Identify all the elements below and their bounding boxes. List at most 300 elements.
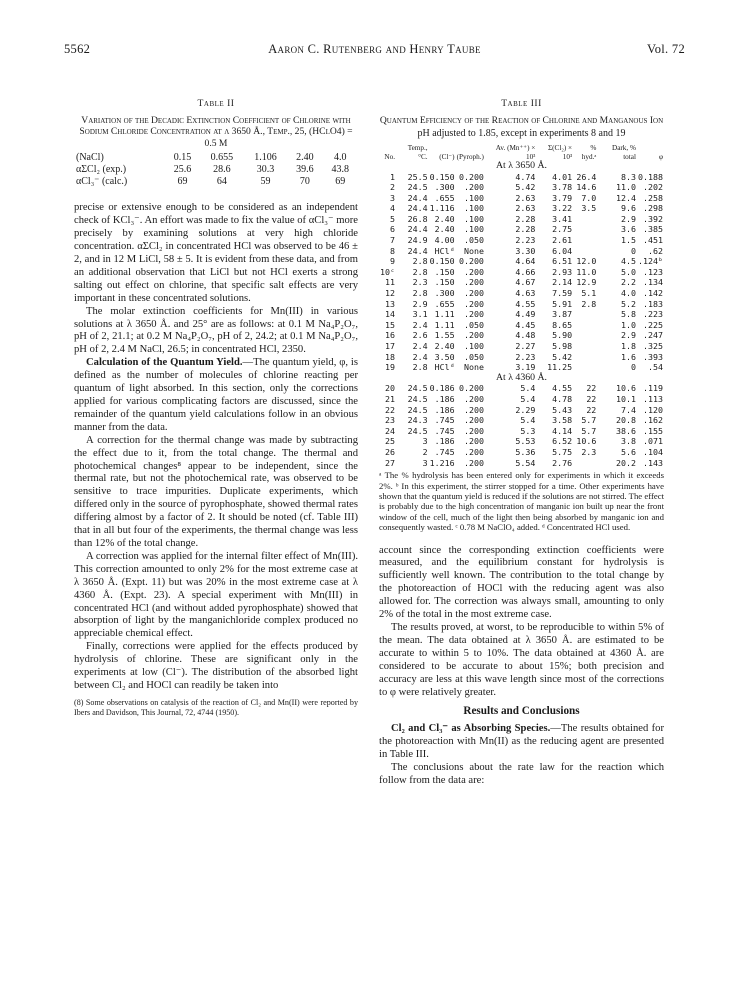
table-row [379, 193, 664, 204]
table-cell: 3.6 [620, 224, 636, 235]
table-cell: .200 [463, 182, 484, 193]
table-row [379, 203, 664, 214]
table-cell: 14 [385, 309, 395, 320]
column-header: No. [384, 152, 395, 161]
table-section-label: At λ 3650 Å. [495, 159, 547, 171]
table-cell: 2.4 [412, 319, 428, 330]
table-cell: 11.0 [615, 182, 636, 193]
table-cell: 6 [390, 224, 395, 235]
table-cell: .150 [434, 277, 455, 288]
table-cell: 5.91 [552, 298, 573, 309]
table-cell: .100 [463, 192, 484, 203]
table-cell: 0.200 [458, 383, 484, 394]
table-cell: 0 [630, 362, 636, 373]
table-cell: 2.4 [412, 341, 428, 351]
table-cell: .745 [434, 415, 455, 426]
table-cell: 26.4 [576, 171, 597, 182]
table-cell: 1.5 [620, 235, 636, 246]
table-cell: 5 [390, 213, 395, 224]
table-cell: 10ᶜ [380, 266, 395, 277]
table-cell: 2.9 [412, 298, 428, 309]
table-cell: .54 [648, 362, 663, 373]
table-cell: 5.3 [520, 425, 536, 436]
table-cell: 3.78 [552, 182, 573, 193]
table-section-row [379, 373, 664, 384]
table-cell: 2.3 [412, 277, 428, 288]
table-row [379, 394, 664, 405]
table-cell: 22 [586, 383, 597, 394]
table-cell: 2.8 [412, 266, 428, 277]
table-cell: .200 [463, 309, 484, 320]
table-row [379, 224, 664, 235]
table-cell: .745 [434, 425, 455, 436]
table-cell: 43.8 [331, 164, 350, 176]
table-cell: .162 [643, 415, 663, 426]
table-row [379, 288, 664, 299]
table-cell: 4.45 [515, 319, 536, 330]
table-cell: .142 [643, 288, 663, 299]
right-column [379, 98, 664, 788]
table-cell: 2.8 [412, 362, 428, 373]
table-cell: 4.74 [515, 171, 536, 182]
table-cell: 2.23 [515, 235, 536, 246]
table-cell: 4.55 [552, 383, 573, 394]
column-header: % hyd.ᵃ [581, 144, 597, 161]
table-cell: .104 [643, 446, 663, 457]
table-cell: 69 [335, 176, 346, 188]
table-cell: 2.4 [412, 351, 428, 362]
table-cell: 2.23 [515, 351, 536, 362]
table-cell: 2.14 [552, 277, 573, 288]
table-cell: 2.8 [412, 256, 428, 267]
table-cell: 2.2 [620, 277, 636, 288]
paragraph: The conclusions about the rate law for the reaction which follow from the data are: [379, 762, 664, 786]
table-cell: .202 [643, 182, 663, 193]
table-cell: .113 [643, 393, 663, 404]
table-cell [573, 341, 597, 352]
table-cell: 24.5 [407, 404, 428, 415]
table-cell: .143 [643, 457, 663, 468]
table-cell: 1.8 [620, 341, 636, 351]
table-cell: 4.0 [620, 288, 636, 299]
table-row [379, 330, 664, 341]
table3-title: Table III [501, 98, 542, 109]
table-cell: 24.5 [407, 393, 428, 404]
table3-caption: Quantum Efficiency of the Reaction of Chlorine and Manganous Ion [379, 114, 664, 126]
table-cell: .200 [463, 425, 484, 436]
paragraph: account since the corresponding extinction coefficients were measured, and the equilibrium constant for hydrolysis is sufficiently well known. The contribution to the total change by the photoreaction of HOCl with the reducing agent was also allowed for. The correction was always small, amounting to only 2% of the total in the most extreme case. [379, 544, 664, 621]
table-cell: .300 [434, 288, 455, 299]
table-cell: 5.90 [552, 330, 573, 341]
table-cell: 5.43 [552, 404, 573, 415]
table-cell: 12.0 [576, 256, 597, 267]
paragraph: Finally, corrections were applied for the effects produced by hydrolysis of chlorine. These are significant only in the experiments at low (Cl⁻). The distribution of the absorbed light between Cl₂ and HOCl can readily be taken into [74, 641, 358, 691]
table-section-label: At λ 4360 Å. [495, 371, 547, 383]
table-cell: .134 [643, 277, 663, 288]
table-cell: 5.4 [520, 415, 536, 426]
table-cell: 7.0 [581, 192, 597, 203]
table-cell: 24.5 [407, 182, 428, 193]
table-cell: 2.28 [515, 224, 536, 235]
table-cell: .119 [643, 383, 663, 394]
column-header: Dark, % total [612, 144, 636, 161]
table-cell: .186 [434, 404, 455, 415]
table-row [379, 436, 664, 447]
table-cell: .451 [643, 235, 663, 246]
table-cell: 5.36 [515, 446, 536, 457]
table-cell: 15 [385, 319, 395, 330]
table-cell: .155 [643, 425, 663, 436]
table-cell: .124ᵇ [638, 256, 663, 267]
table-cell: .200 [463, 457, 484, 468]
table-cell: 7.59 [552, 288, 573, 299]
table-cell: 1.106 [254, 152, 277, 164]
table-cell: .298 [643, 203, 663, 214]
table-cell: .200 [463, 393, 484, 404]
table-cell: 30.3 [256, 164, 275, 176]
paragraph: The molar extinction coefficients for Mn(III) in various solutions at λ 3650 Å. and 25° are as follows: at 0.1 M Na₄P₂O₇, pH of 2, 21.1; at 0.2 M Na₄P₂O₇, pH of 2, 24.2; at 0.1 M Na₄P₂O₇, pH of 2, 2.4 M NaCl, 26.5; in concentrated HCl, 2350. [74, 305, 358, 356]
table-cell: 10.6 [576, 436, 597, 447]
table-cell: 3.87 [552, 309, 573, 320]
table-cell: 1.11 [434, 309, 455, 320]
table-cell: 3.19 [515, 362, 536, 373]
table-cell: .200 [463, 404, 484, 415]
column-header: Temp., °C. [407, 144, 428, 161]
table-cell [573, 458, 597, 469]
table-cell: 8.3 [620, 171, 636, 182]
table-cell: 2.61 [552, 235, 573, 246]
table-cell: 4.64 [515, 256, 536, 267]
table-cell: .120 [643, 404, 663, 415]
table-cell: 3.58 [552, 415, 573, 426]
table-cell: 4.01 [552, 171, 573, 182]
table-cell [573, 309, 597, 320]
table-cell: 3.79 [552, 192, 573, 203]
table-cell: 69 [177, 176, 188, 188]
table-cell [573, 320, 597, 331]
table-cell: 5.6 [620, 446, 636, 457]
table-cell: 25.5 [407, 171, 428, 182]
running-authors: Aaron C. Rutenberg and Henry Taube [268, 42, 481, 56]
paragraph: precise or extensive enough to be considered as an independent check of KCl₃⁻. An effort was made to fix the value of αCl₃⁻ more precisely by examining solutions at very high chloride concentration. αΣCl₂ in concentrated HCl was observed to be 46 ± 2, and in 12 M LiCl, 58 ± 5. It is evident from these data, and from an additional observation that LiCl but not HCl exerts a strong salting out effect on chlorine, that specific salt effects are very important in these concentrated solutions. [74, 202, 358, 304]
table-cell: 0.186 [429, 383, 455, 394]
table-cell: HClᵈ [434, 362, 455, 373]
table-cell: 5.1 [581, 288, 597, 299]
table-cell: 4 [390, 203, 395, 214]
table-cell: 24.4 [407, 245, 428, 256]
table-cell: 24.5 [407, 425, 428, 436]
table-cell [573, 214, 597, 225]
table-cell [573, 246, 597, 257]
table-cell: 13 [385, 298, 395, 309]
table-cell: HClᵈ [434, 245, 455, 256]
paragraph: A correction was applied for the internal filter effect of Mn(III). This correction amounted to only 2% for the most extreme case at λ 3650 Å. (Expt. 11) but was 20% in the most extreme case at λ 4360 Å. (Expt. 23). A special experiment with Mn(III) in concentrated HCl (and without added pyrophosphate) showed that absorption of light by the manganichloride complex produced no appreciable chemical effect. [74, 550, 358, 640]
table3-footnotes: ᵃ The % hydrolysis has been entered only for experiments in which it exceeds 2%. ᵇ In this experiment, the stirrer stopped for a time. Other experiments have shown that the quantum yield is reduced if the solutions are not stirred. The effect is probably due to the high concentration of manganic ion built up near the front window of the cell, much of the light then being absorbed by manganic ion and consequently wasted. ᶜ 0.78 M NaClO₄ added. ᵈ Concentrated HCl used. [379, 470, 664, 533]
left-column [74, 98, 358, 718]
table-cell: 12.4 [615, 192, 636, 203]
table-cell: 3 [390, 192, 395, 203]
table-cell: 14.6 [576, 182, 597, 193]
table-cell: 5.8 [620, 309, 636, 320]
table-cell: 0.15 [173, 152, 192, 164]
table-cell: 25.6 [173, 164, 192, 176]
table-cell: 9.6 [620, 203, 636, 214]
table-cell: 9 [390, 256, 395, 267]
table-row [74, 164, 358, 176]
table-cell: 12.9 [576, 277, 597, 288]
table-cell: 6.52 [552, 436, 573, 447]
table-cell: .100 [463, 203, 484, 214]
row-label: αCl₃⁻ (calc.) [76, 176, 128, 188]
table-cell: 2.63 [515, 203, 536, 214]
table-cell: .071 [643, 436, 663, 447]
table-cell: 20.2 [615, 457, 636, 468]
table-cell: 0 [630, 245, 636, 256]
paragraph: The results proved, at worst, to be reproducible to within 5% of the mean. The data obtained at λ 3650 Å. are estimated to be accurate to within 5 to 10%. The data obtained at 4360 Å. are considered to be accurate to about 15%; both precision and accuracy are less at this wave length since most of the corrections to φ were relatively greater. [379, 622, 664, 698]
table-cell: 0.655 [210, 152, 234, 164]
table-cell: 4.00 [434, 235, 455, 246]
table-cell: 6.04 [552, 245, 573, 256]
table-cell: 4.63 [515, 288, 536, 299]
table-cell: 11.0 [576, 266, 597, 277]
table-cell: 5.7 [581, 415, 597, 426]
table-cell: .655 [434, 298, 455, 309]
row-label: αΣCl₂ (exp.) [76, 164, 127, 176]
table-cell: 3.22 [552, 203, 573, 214]
table-row [379, 246, 664, 257]
table-cell: 0.150 [429, 171, 455, 182]
table-cell: 4.67 [515, 277, 536, 288]
table-cell: 2.9 [620, 330, 636, 341]
table-cell: 3.41 [552, 213, 573, 224]
table-cell: .050 [463, 319, 484, 330]
table-cell: 24.3 [407, 415, 428, 426]
table-cell: 59 [260, 176, 271, 188]
table-cell: .100 [463, 213, 484, 224]
table-cell: 4.5 [620, 256, 636, 267]
table-cell: 2.40 [434, 341, 455, 351]
table-cell: .200 [463, 436, 484, 447]
table-cell: None [463, 362, 484, 373]
table-cell: 24.4 [407, 192, 428, 203]
table-cell [573, 235, 597, 246]
table-cell: 17 [385, 341, 395, 351]
table-cell: 2.75 [552, 224, 573, 235]
table-cell: 27 [385, 457, 395, 468]
paragraph-text: —The results obtained for the photoreaction with Mn(II) as the reducing agent are presented in Table III. [379, 723, 664, 761]
table-cell: 5.42 [552, 351, 573, 362]
page-number: 5562 [64, 42, 91, 56]
table3-subcaption: pH adjusted to 1.85, except in experiments 8 and 19 [417, 128, 626, 140]
table-cell: 8.65 [552, 319, 573, 330]
table-cell: 4.0 [334, 152, 347, 164]
table2 [74, 152, 358, 188]
table-cell: .655 [434, 192, 455, 203]
table-cell: .200 [463, 266, 484, 277]
table-cell: .325 [643, 341, 663, 351]
table-cell: .62 [648, 245, 663, 256]
table-cell: .050 [463, 351, 484, 362]
table-cell: .100 [463, 224, 484, 235]
table-cell: 2.93 [552, 266, 573, 277]
table-cell: 26 [385, 446, 395, 457]
table-cell: 24.4 [407, 203, 428, 214]
table-cell [573, 330, 597, 341]
table-cell: .225 [643, 319, 663, 330]
table-cell: 28.6 [213, 164, 231, 176]
table-cell: 3.50 [434, 351, 455, 362]
table-cell: .123 [643, 266, 663, 277]
table-cell: .100 [463, 341, 484, 351]
table-cell: 2.28 [515, 213, 536, 224]
table-cell: 26.8 [407, 213, 428, 224]
table2-caption: Variation of the Decadic Extinction Coefficient of Chlorine with Sodium Chloride Concentration at λ 3650 Å., Temp., 25, (HClO4) = 0.5 M [79, 114, 353, 149]
table-cell: .200 [463, 330, 484, 341]
table-cell: 23 [385, 415, 395, 426]
section-heading: Cl₂ and Cl₃⁻ as Absorbing Species. [391, 723, 551, 735]
table-cell: 5.7 [581, 425, 597, 436]
table-cell: 8 [390, 245, 395, 256]
table-cell: 2.3 [581, 446, 597, 457]
table-cell: .200 [463, 277, 484, 288]
table-cell: 5.2 [620, 298, 636, 309]
table-cell: 4.55 [515, 298, 536, 309]
table-cell: 10.1 [615, 393, 636, 404]
table-cell: 20.8 [615, 415, 636, 426]
table-row [379, 415, 664, 426]
footnote: (8) Some observations on catalysis of the reaction of Cl₂ and Mn(II) were reported by Ibers and Davidson, This Journal, 72, 4744 (1950). [74, 697, 358, 717]
table-cell: 2.29 [515, 404, 536, 415]
table-cell: 38.6 [615, 425, 636, 436]
table-cell: .150 [434, 266, 455, 277]
table-cell: 7 [390, 235, 395, 246]
table-row [379, 447, 664, 458]
table-cell: 24.5 [407, 383, 428, 394]
table-cell [573, 352, 597, 363]
table-cell: 10.6 [615, 383, 636, 394]
table-row [379, 299, 664, 310]
table-cell: 0.150 [429, 256, 455, 267]
table-cell: 24 [385, 425, 395, 436]
table-cell: .200 [463, 298, 484, 309]
table-cell: 3.8 [620, 436, 636, 447]
table-cell: 1 [390, 171, 395, 182]
table-cell: 6.51 [552, 256, 573, 267]
table-row [379, 458, 664, 469]
table-row [379, 383, 664, 394]
table-cell: 2.40 [434, 213, 455, 224]
table-cell: 2 [422, 446, 428, 457]
table-cell: 2.8 [581, 298, 597, 309]
table-row [379, 172, 664, 183]
column-header: Av. (Mn⁺⁺) × 10³ [495, 144, 536, 161]
table-cell: 4.66 [515, 266, 536, 277]
table-cell: .186 [434, 436, 455, 447]
column-header: (Cl⁻) [439, 152, 455, 161]
table-row [379, 352, 664, 363]
results-heading: Results and Conclusions [463, 705, 580, 718]
table-row [379, 405, 664, 416]
table-cell: 2.6 [412, 330, 428, 341]
table-row [74, 152, 358, 164]
table-cell: 4.78 [552, 393, 573, 404]
table-cell: 24.4 [407, 224, 428, 235]
table-cell: .200 [463, 288, 484, 299]
table-cell: 1.216 [429, 457, 455, 468]
section-heading: Calculation of the Quantum Yield. [86, 357, 243, 369]
table-cell: 5.0 [620, 266, 636, 277]
volume-label: Vol. 72 [647, 42, 685, 56]
paragraph: A correction for the thermal change was made by subtracting the effect due to it, from the total change. The thermal and photochemical changes⁸ appear to be independent, since the thermal rate, but not the photochemical rate, was observed to be sensitive to trace impurities. Duplicate experiments, which differed only in the source of pyrophosphate, showed thermal rates differing almost by a factor of 2. It should be noted (cf. Table III) that in all but four of the experiments, the thermal change was less than 12% of the total change. [74, 434, 358, 549]
table-cell: 22 [385, 404, 395, 415]
table-cell: 3.5 [581, 203, 597, 214]
table-cell: 2 [390, 182, 395, 193]
table-row [379, 341, 664, 352]
table-cell: 2.40 [434, 224, 455, 235]
table-cell: 20 [385, 383, 395, 394]
table-cell [573, 224, 597, 235]
table-cell: 5.53 [515, 436, 536, 447]
table-cell: .200 [463, 415, 484, 426]
table-cell: 0.200 [458, 171, 484, 182]
table-cell: .223 [643, 309, 663, 320]
table-cell: 64 [216, 176, 227, 188]
table-cell: 5.54 [515, 457, 536, 468]
table-row [379, 426, 664, 437]
table-cell: 3 [422, 457, 428, 468]
table-cell: 3.30 [515, 245, 536, 256]
table-cell: 70 [299, 176, 310, 188]
table2-title: Table II [197, 98, 235, 109]
table-cell: 2.40 [296, 152, 314, 164]
table-cell: 2.27 [515, 341, 536, 351]
table-cell: 11.25 [547, 362, 573, 373]
table-cell: 2.76 [552, 457, 573, 468]
table-row [74, 176, 358, 188]
table3 [379, 144, 664, 468]
table-cell: .745 [434, 446, 455, 457]
table-section-row [379, 161, 664, 172]
table-cell: 0.188 [638, 171, 663, 182]
table-cell: .385 [643, 224, 663, 235]
table-row [379, 277, 664, 288]
column-header: Σ(Cl₂) × 10³ [547, 144, 573, 161]
table-cell: 5.75 [552, 446, 573, 457]
table-cell: 2.63 [515, 192, 536, 203]
table-cell [573, 362, 597, 373]
table-cell: .050 [463, 235, 484, 246]
table-cell: 4.49 [515, 309, 536, 320]
table-cell: 12 [385, 288, 395, 299]
table-cell: .300 [434, 182, 455, 193]
table-cell: 5.4 [520, 383, 536, 394]
table-cell: 18 [385, 351, 395, 362]
table-cell: 22 [586, 393, 597, 404]
table-row [379, 309, 664, 320]
table-row [379, 214, 664, 225]
table-row [379, 320, 664, 331]
table-cell: 11 [385, 277, 395, 288]
table-row [379, 256, 664, 267]
table-cell: .183 [643, 298, 663, 309]
table-cell: 2.9 [620, 213, 636, 224]
table-cell: 25 [385, 436, 395, 447]
table-cell: 1.116 [429, 203, 455, 214]
paragraph-text: —The quantum yield, φ, is defined as the number of molecules of chlorine reacting per quantum of light absorbed. In this section, only the corrections applied for various complicating factors are discussed, since the remainder of the quantum yield calculations follow in an obvious manner from the data. [74, 357, 358, 433]
table-cell: 1.6 [620, 351, 636, 362]
table-cell: .393 [643, 351, 663, 362]
table-row [379, 182, 664, 193]
